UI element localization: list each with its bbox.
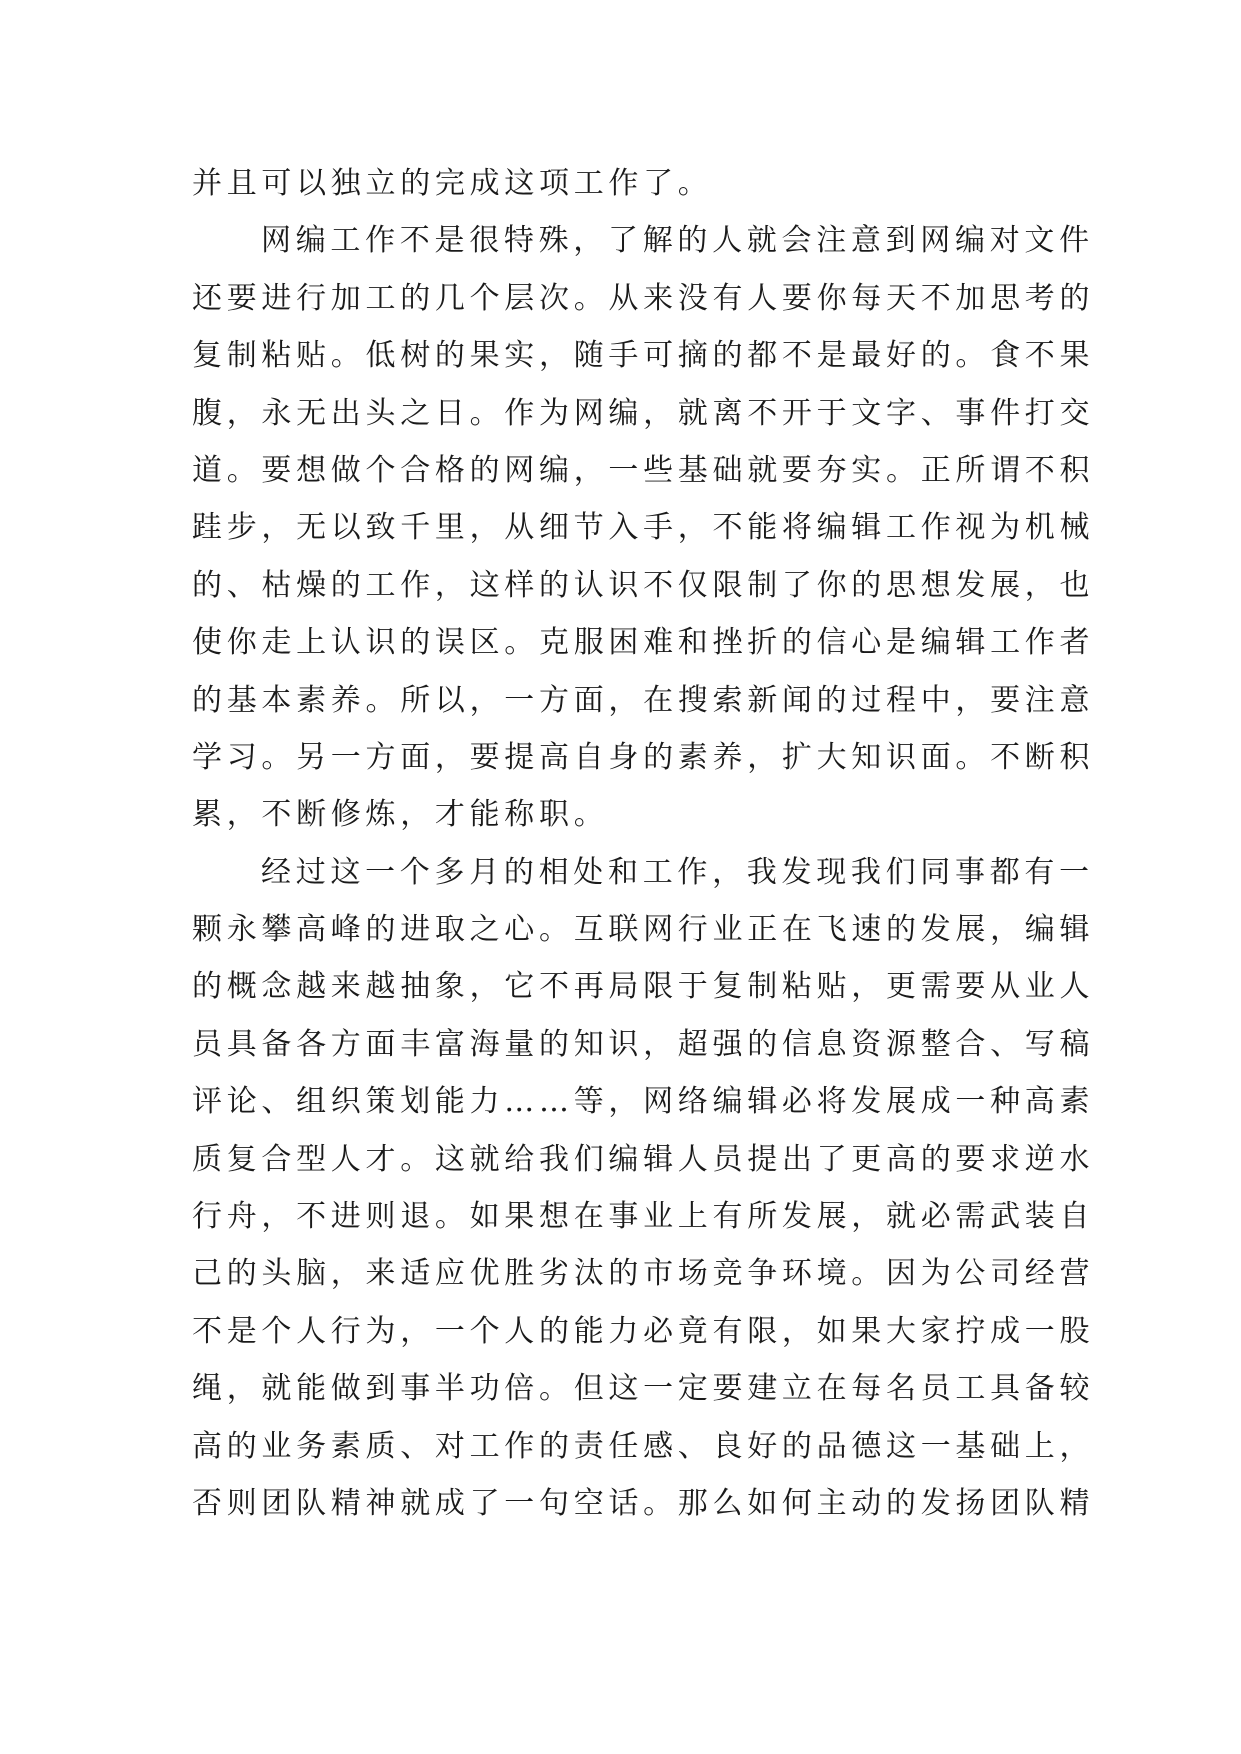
text-line: 否则团队精神就成了一句空话。那么如何主动的发扬团队精 xyxy=(192,1485,1095,1521)
text-line: 复制粘贴。低树的果实，随手可摘的都不是最好的。食不果 xyxy=(192,338,1095,374)
text-line: 行舟，不进则退。如果想在事业上有所发展，就必需武装自 xyxy=(192,1199,1095,1235)
text-line: 颗永攀高峰的进取之心。互联网行业正在飞速的发展，编辑 xyxy=(192,912,1095,948)
text-line: 的基本素养。所以，一方面，在搜索新闻的过程中，要注意 xyxy=(192,682,1095,718)
text-line: 绳，就能做到事半功倍。但这一定要建立在每名员工具备较 xyxy=(192,1371,1095,1407)
text-line: 还要进行加工的几个层次。从来没有人要你每天不加思考的 xyxy=(192,280,1095,316)
text-line: 评论、组织策划能力……等，网络编辑必将发展成一种高素 xyxy=(192,1084,1095,1120)
text-line: 腹，永无出头之日。作为网编，就离不开于文字、事件打交 xyxy=(192,395,1095,431)
text-line: 高的业务素质、对工作的责任感、良好的品德这一基础上， xyxy=(192,1428,1095,1464)
document-body xyxy=(192,155,1095,1532)
text-line: 质复合型人才。这就给我们编辑人员提出了更高的要求逆水 xyxy=(192,1141,1095,1177)
text-line: 的概念越来越抽象，它不再局限于复制粘贴，更需要从业人 xyxy=(192,969,1095,1005)
text-line: 使你走上认识的误区。克服困难和挫折的信心是编辑工作者 xyxy=(192,625,1095,661)
text-line: 己的头脑，来适应优胜劣汰的市场竞争环境。因为公司经营 xyxy=(192,1256,1095,1292)
text-line: 不是个人行为，一个人的能力必竟有限，如果大家拧成一股 xyxy=(192,1313,1095,1349)
text-line: 道。要想做个合格的网编，一些基础就要夯实。正所谓不积 xyxy=(192,452,1095,488)
paragraph-first-line: 经过这一个多月的相处和工作，我发现我们同事都有一 xyxy=(261,854,1094,890)
text-line: 累，不断修炼，才能称职。 xyxy=(192,797,609,833)
paragraph-first-line: 网编工作不是很特殊，了解的人就会注意到网编对文件 xyxy=(261,223,1094,259)
text-line: 跬步，无以致千里，从细节入手，不能将编辑工作视为机械 xyxy=(192,510,1095,546)
text-line: 学习。另一方面，要提高自身的素养，扩大知识面。不断积 xyxy=(192,739,1095,775)
text-line: 并且可以独立的完成这项工作了。 xyxy=(192,166,713,201)
text-line: 的、枯燥的工作，这样的认识不仅限制了你的思想发展，也 xyxy=(192,567,1095,603)
text-line: 员具备各方面丰富海量的知识，超强的信息资源整合、写稿 xyxy=(192,1026,1095,1062)
